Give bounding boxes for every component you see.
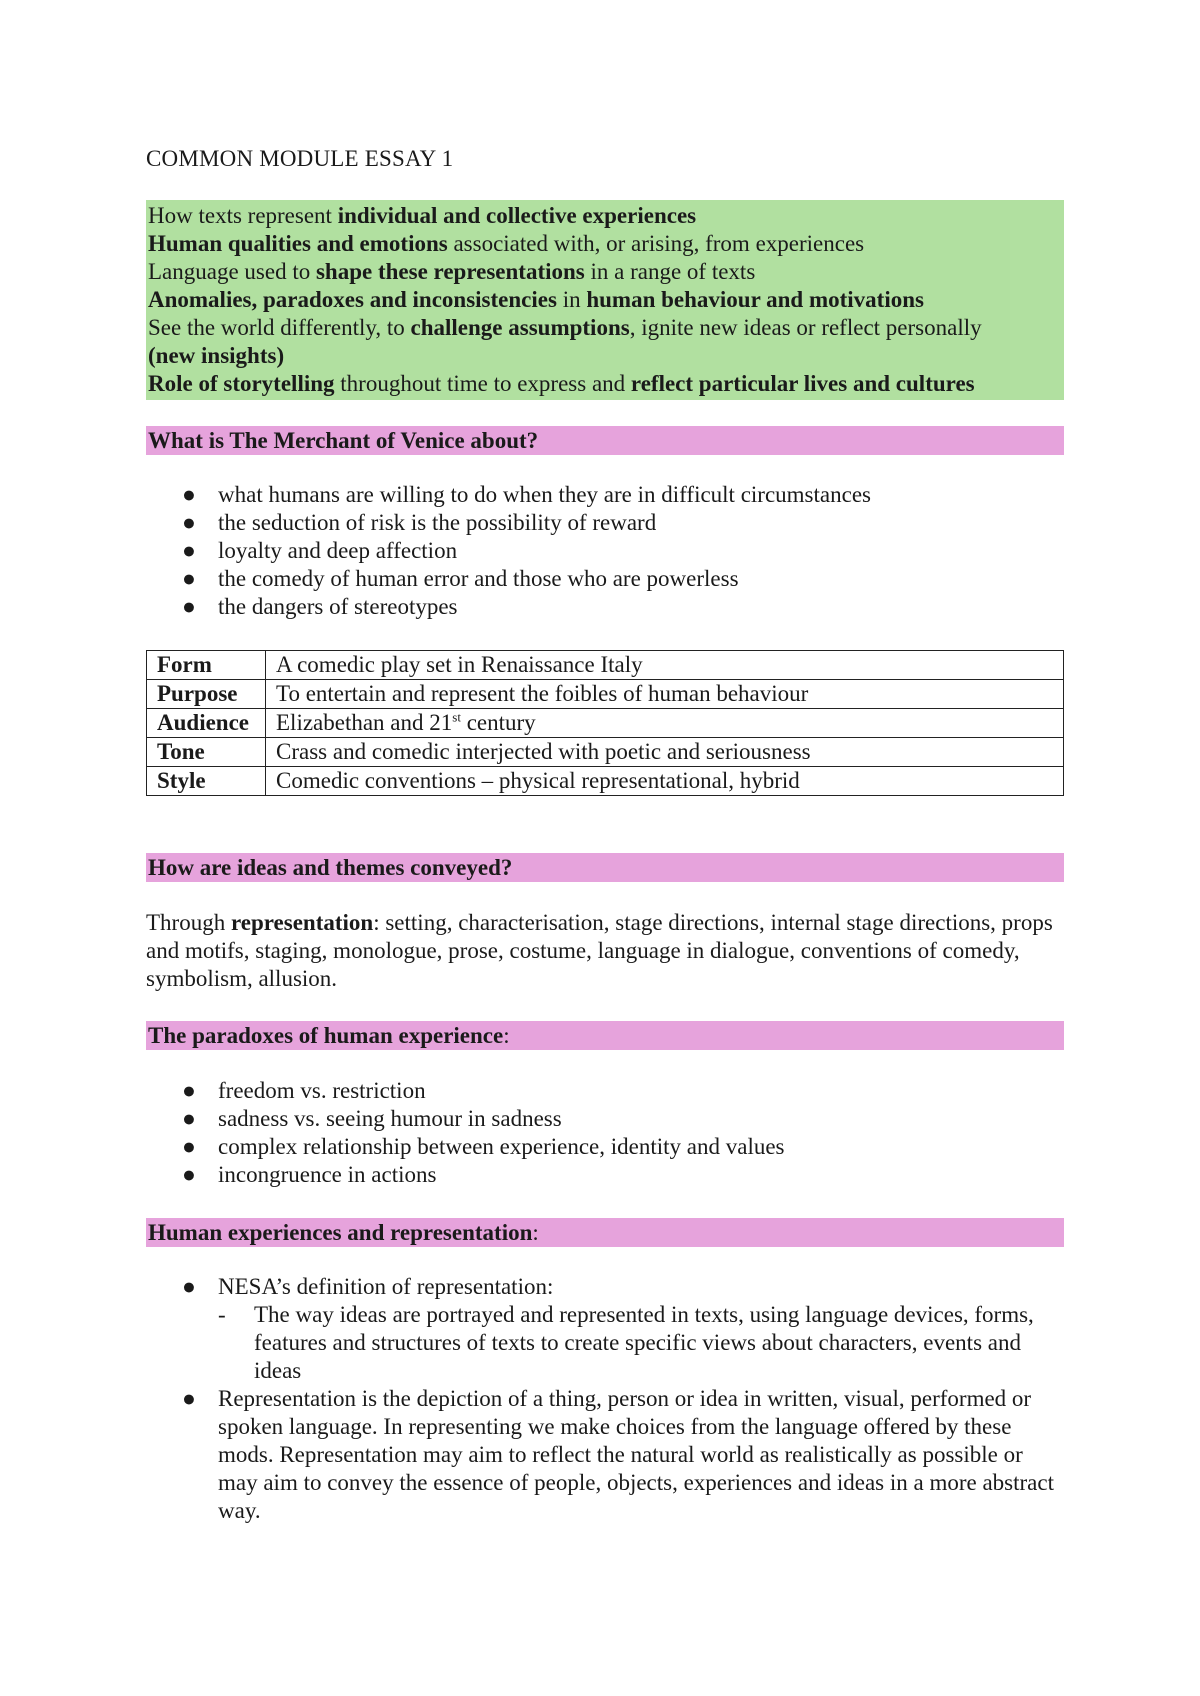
bullet-icon: ●	[182, 1078, 196, 1103]
text-features-table	[146, 650, 1064, 796]
table-value-cell	[266, 680, 1064, 709]
representation-paragraph	[146, 909, 1064, 993]
rubric-text: Language used to	[148, 259, 316, 284]
list-item-text: sadness vs. seeing humour in sadness	[218, 1106, 562, 1131]
list-item	[146, 509, 871, 537]
list-item	[146, 593, 871, 621]
bullet-icon: ●	[182, 1162, 196, 1187]
list-item-text: incongruence in actions	[218, 1162, 437, 1187]
merchant-about-list	[146, 481, 871, 621]
section-heading-representation	[146, 1218, 1064, 1247]
list-item	[146, 1161, 785, 1189]
list-item-text: the seduction of risk is the possibility of reward	[218, 510, 657, 535]
table-value-suffix: century	[460, 710, 536, 735]
table-value-cell	[266, 709, 1064, 738]
list-item-text: Representation is the depiction of a thing, person or idea in written, visual, performed or spoken language. In representing we make choices from the language offered by these mods. Representation may aim to reflect the natural world as realistically as possible or may aim to convey the essence of people, objects, experiences and ideas in a more abstract way.	[218, 1386, 1054, 1523]
section-heading-text: Human experiences and representation	[148, 1220, 533, 1245]
bullet-icon: ●	[182, 1274, 196, 1299]
list-item	[146, 537, 871, 565]
table-row	[147, 651, 1064, 680]
table-value-cell	[266, 767, 1064, 796]
list-item-text: NESA’s definition of representation:	[218, 1274, 554, 1299]
dash-icon: -	[218, 1302, 226, 1327]
table-row	[147, 680, 1064, 709]
rubric-line	[148, 342, 1064, 370]
section-heading-merchant-about	[146, 426, 1064, 455]
table-value-text: A comedic play set in Renaissance Italy	[276, 652, 643, 677]
section-heading-text: What is The Merchant of Venice about?	[148, 428, 539, 453]
list-item-text: what humans are willing to do when they are in difficult circumstances	[218, 482, 871, 507]
list-item	[146, 1077, 785, 1105]
bullet-icon: ●	[182, 510, 196, 535]
table-key-cell: Audience	[147, 709, 266, 738]
list-item	[146, 1133, 785, 1161]
rubric-line	[148, 314, 1064, 342]
bullet-icon: ●	[182, 1386, 196, 1411]
bullet-icon: ●	[182, 538, 196, 563]
bullet-icon: ●	[182, 1134, 196, 1159]
rubric-text: How texts represent	[148, 203, 338, 228]
document-title: COMMON MODULE ESSAY 1	[146, 146, 454, 171]
rubric-bold-text: (new insights)	[148, 343, 285, 368]
paradoxes-list	[146, 1077, 785, 1189]
rubric-line	[148, 286, 1064, 314]
paragraph-lead: Through	[146, 910, 231, 935]
rubric-bold-text: reflect particular lives and cultures	[630, 371, 975, 396]
table-value-cell	[266, 738, 1064, 767]
rubric-bold-text: challenge assumptions	[410, 315, 630, 340]
rubric-bold-text: Anomalies, paradoxes and inconsistencies	[148, 287, 557, 312]
section-heading-colon: :	[503, 1023, 510, 1048]
paragraph-bold-term: representation	[230, 910, 374, 935]
rubric-text: in	[556, 287, 587, 312]
module-rubric-box	[146, 200, 1064, 400]
rubric-line	[148, 230, 1064, 258]
rubric-line	[148, 258, 1064, 286]
rubric-text: in a range of texts	[584, 259, 756, 284]
list-item	[146, 1105, 785, 1133]
table-value-text: Elizabethan and 21	[276, 710, 453, 735]
rubric-text: , ignite new ideas or reflect personally	[629, 315, 982, 340]
table-row	[147, 738, 1064, 767]
table-value-text: To entertain and represent the foibles of human behaviour	[276, 681, 809, 706]
list-item-text: freedom vs. restriction	[218, 1078, 426, 1103]
bullet-icon: ●	[182, 482, 196, 507]
section-heading-text: How are ideas and themes conveyed?	[148, 855, 513, 880]
section-heading-ideas-conveyed	[146, 853, 1064, 882]
list-item	[146, 1385, 1064, 1525]
paragraph-body: : setting, characterisation, stage directions, internal stage directions, props and motifs, staging, monologue, prose, costume, language in dialogue, conventions of comedy, symbolism, allusion.	[146, 910, 1053, 991]
rubric-text: See the world differently, to	[148, 315, 411, 340]
list-item	[146, 481, 871, 509]
rubric-text: throughout time to express and	[334, 371, 631, 396]
list-item-text: loyalty and deep affection	[218, 538, 458, 563]
table-key-cell: Form	[147, 651, 266, 680]
list-item	[146, 565, 871, 593]
section-heading-text: The paradoxes of human experience	[148, 1023, 504, 1048]
table-key-cell: Purpose	[147, 680, 266, 709]
bullet-icon: ●	[182, 594, 196, 619]
table-key-cell: Tone	[147, 738, 266, 767]
list-item-text: the dangers of stereotypes	[218, 594, 458, 619]
rubric-line	[148, 370, 1064, 398]
section-heading-colon: :	[532, 1220, 539, 1245]
rubric-bold-text: human behaviour and motivations	[586, 287, 924, 312]
list-item	[146, 1273, 1064, 1385]
table-value-text: Crass and comedic interjected with poetic and seriousness	[276, 739, 811, 764]
rubric-bold-text: shape these representations	[315, 259, 585, 284]
list-item-text: the comedy of human error and those who are powerless	[218, 566, 739, 591]
bullet-icon: ●	[182, 566, 196, 591]
ordinal-superscript: st	[452, 709, 461, 725]
representation-list	[146, 1273, 1064, 1525]
rubric-bold-text: Role of storytelling	[148, 371, 335, 396]
rubric-line	[148, 202, 1064, 230]
table-row	[147, 767, 1064, 796]
table-value-cell	[266, 651, 1064, 680]
section-heading-paradoxes	[146, 1021, 1064, 1050]
table-row	[147, 709, 1064, 738]
rubric-bold-text: individual and collective experiences	[337, 203, 697, 228]
bullet-icon: ●	[182, 1106, 196, 1131]
rubric-text: associated with, or arising, from experiences	[447, 231, 865, 256]
table-value-text: Comedic conventions – physical representational, hybrid	[276, 768, 800, 793]
rubric-bold-text: Human qualities and emotions	[148, 231, 448, 256]
list-item-text: complex relationship between experience, identity and values	[218, 1134, 785, 1159]
sub-list-item	[218, 1301, 1064, 1385]
sub-list-item-text: The way ideas are portrayed and represented in texts, using language devices, forms, features and structures of texts to create specific views about characters, events and ideas	[254, 1302, 1034, 1383]
table-key-cell: Style	[147, 767, 266, 796]
